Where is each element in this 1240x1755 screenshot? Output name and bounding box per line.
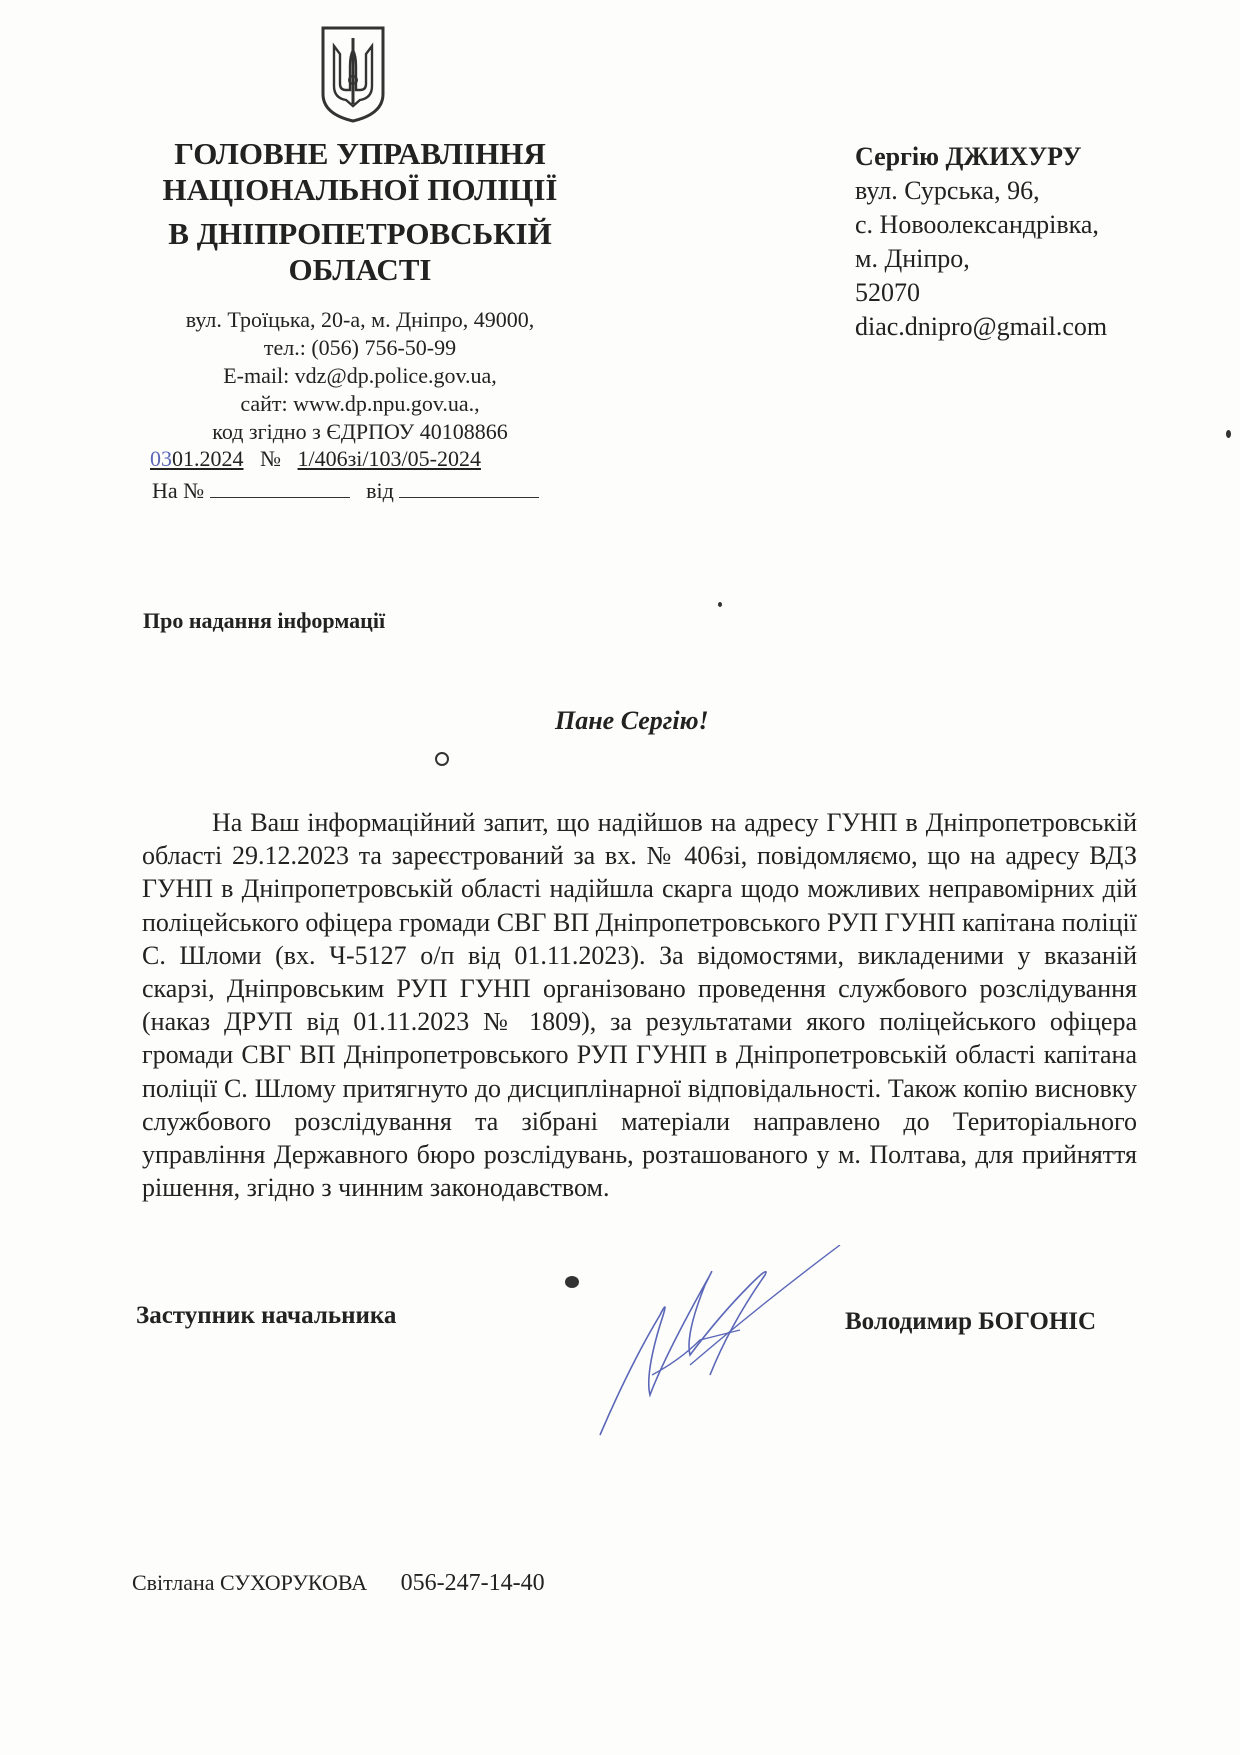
- registration-date-printed: 01.2024: [172, 446, 244, 471]
- recipient-email: diac.dnipro@gmail.com: [855, 312, 1108, 341]
- reply-from-blank: [399, 479, 539, 498]
- contact-email: E-mail: vdz@dp.police.gov.ua,: [223, 363, 497, 388]
- org-line-4: ОБЛАСТІ: [288, 252, 432, 287]
- registration-date: [150, 446, 244, 471]
- executor-name: Світлана СУХОРУКОВА: [132, 1570, 368, 1595]
- recipient-postcode: 52070: [855, 278, 920, 307]
- recipient-street: вул. Сурська, 96,: [855, 176, 1040, 205]
- letter-body: На Ваш інформаційний запит, що надійшов на адресу ГУНП в Дніпропетровській області 29.12.2023 та зареєстрований за вх. № 406зі, повідомляємо, що на адресу ВДЗ ГУНП в Дніпропетровській області надійшла скарга щодо можливих неправомірних дій поліцейського офіцера громади СВГ ВП Дніпропетровського РУП ГУНП капітана поліції С. Шломи (вх. Ч-5127 о/п від 01.11.2023). За відомостями, викладеними у вказаній скарзі, Дніпровським РУП ГУНП організовано проведення службового розслідування (наказ ДРУП від 01.11.2023 № 1809), за результатами якого поліцейського офіцера громади СВГ ВП Дніпропетровського РУП ГУНП в Дніпропетровській області капітана поліції С. Шлому притягнуто до дисциплінарної відповідальності. Також копію висновку службового розслідування та зібрані матеріали направлено до Територіального управління Державного бюро розслідувань, розташованого у м. Полтава, для прийняття рішення, згідно з чинним законодавством.: [142, 808, 1137, 1203]
- scan-speck: [435, 752, 449, 766]
- handwritten-signature: [590, 1245, 850, 1445]
- org-line-1: ГОЛОВНЕ УПРАВЛІННЯ: [174, 136, 546, 171]
- reply-to-blank: [210, 479, 350, 498]
- recipient-block: [855, 140, 1107, 344]
- executor-phone: 056-247-14-40: [400, 1570, 545, 1596]
- org-line-2: НАЦІОНАЛЬНОЇ ПОЛІЦІЇ: [162, 172, 558, 207]
- organization-contacts: [135, 306, 585, 446]
- registration-date-handwritten: 03: [150, 446, 172, 471]
- recipient-name: Сергію ДЖИХУРУ: [855, 142, 1082, 171]
- organization-name: [130, 136, 590, 288]
- executor-line: [132, 1570, 545, 1597]
- registration-line: [150, 446, 481, 472]
- contact-address: вул. Троїцька, 20-а, м. Дніпро, 49000,: [185, 307, 535, 332]
- salutation: Пане Сергію!: [555, 706, 709, 735]
- reply-from-label: від: [366, 478, 394, 503]
- signer-position: Заступник начальника: [136, 1302, 397, 1329]
- number-sign: №: [260, 446, 281, 471]
- contact-phone: тел.: (056) 756-50-99: [263, 335, 457, 360]
- reply-to-label: На №: [152, 478, 205, 503]
- signer-name: Володимир БОГОНІС: [845, 1308, 1097, 1335]
- scan-speck: [565, 1276, 579, 1288]
- coat-of-arms-icon: [318, 24, 388, 124]
- scan-speck: [1226, 430, 1231, 438]
- org-line-3: В ДНІПРОПЕТРОВСЬКІЙ: [168, 216, 552, 251]
- letter-subject: Про надання інформації: [143, 608, 386, 633]
- recipient-city: м. Дніпро,: [855, 244, 970, 273]
- reply-reference-line: [152, 478, 539, 504]
- scan-speck: [718, 602, 722, 607]
- contact-website: сайт: www.dp.npu.gov.ua.,: [240, 391, 480, 416]
- registration-number: 1/406зі/103/05-2024: [297, 446, 481, 471]
- recipient-village: с. Новоолександрівка,: [855, 210, 1099, 239]
- contact-edrpou: код згідно з ЄДРПОУ 40108866: [212, 419, 508, 444]
